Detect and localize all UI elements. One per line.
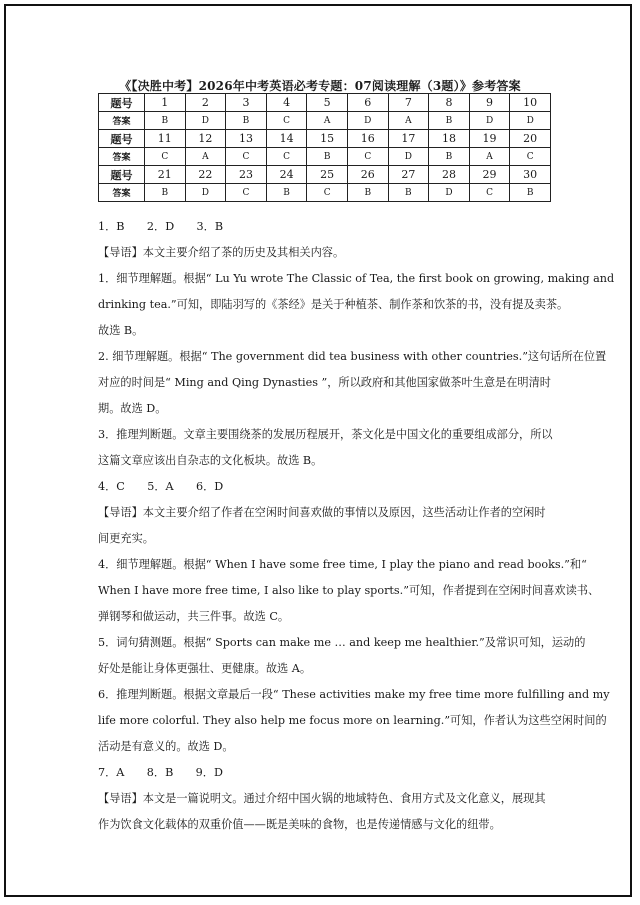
answer-cell: C [226, 148, 267, 166]
question-number-cell: 19 [469, 130, 510, 148]
text-line: 3．推理判断题。文章主要围绕茶的发展历程展开，茶文化是中国文化的重要组成部分，所以 [98, 428, 553, 441]
answer-cell: C [145, 148, 186, 166]
answer-cell: D [429, 184, 470, 202]
question-number-cell: 26 [347, 166, 388, 184]
question-number-header: 题号 [99, 94, 145, 112]
question-number-cell: 6 [347, 94, 388, 112]
question-number-cell: 16 [347, 130, 388, 148]
question-number-cell: 13 [226, 130, 267, 148]
question-number-cell: 24 [266, 166, 307, 184]
text-line: drinking tea.”可知，即陆羽写的《茶经》是关于种植茶、制作茶和饮茶的书，没有提及卖茶。 [98, 298, 569, 311]
answer-cell: D [469, 112, 510, 130]
question-number-cell: 25 [307, 166, 348, 184]
answer-header: 答案 [99, 148, 145, 166]
answer-cell: D [388, 148, 429, 166]
text-line: 4．细节理解题。根据“ When I have some free time, I play the piano and read books.”和“ [98, 558, 587, 571]
answer-row [99, 112, 551, 130]
text-line: 故选 B。 [98, 324, 144, 337]
answer-cell: B [307, 148, 348, 166]
text-line: 1．细节理解题。根据“ Lu Yu wrote The Classic of Tea, the first book on growing, making and [98, 272, 615, 285]
answer-cell: D [347, 112, 388, 130]
answer-cell: B [347, 184, 388, 202]
text-line: When I have more free time, I also like to play sports.”可知，作者提到在空闲时间喜欢读书、 [98, 584, 600, 597]
answer-cell: B [429, 148, 470, 166]
question-number-cell: 14 [266, 130, 307, 148]
text-line: 间更充实。 [98, 532, 154, 545]
answer-cell: D [185, 184, 226, 202]
answer-cell: B [145, 184, 186, 202]
question-number-cell: 15 [307, 130, 348, 148]
answer-cell: D [510, 112, 551, 130]
document-title: 《【决胜中考】2026年中考英语必考专题：07阅读理解（3题）》参考答案 [119, 79, 521, 93]
text-line: 好处是能让身体更强壮、更健康。故选 A。 [98, 662, 312, 675]
question-number-cell: 27 [388, 166, 429, 184]
question-number-cell: 1 [145, 94, 186, 112]
answer-header: 答案 [99, 184, 145, 202]
question-number-row [99, 94, 551, 112]
answer-cell: D [185, 112, 226, 130]
question-number-cell: 10 [510, 94, 551, 112]
answer-cell: A [388, 112, 429, 130]
text-line: life more colorful. They also help me focus more on learning.”可知，作者认为这些空闲时间的 [98, 714, 607, 727]
answer-cell: C [226, 184, 267, 202]
text-line: 活动是有意义的。故选 D。 [98, 740, 234, 753]
answer-cell: C [266, 148, 307, 166]
text-line: 对应的时间是“ Ming and Qing Dynasties ”，所以政府和其他国家做茶叶生意是在明清时 [98, 376, 551, 389]
question-number-cell: 20 [510, 130, 551, 148]
question-number-cell: 9 [469, 94, 510, 112]
answer-cell: C [469, 184, 510, 202]
question-number-cell: 28 [429, 166, 470, 184]
text-line: 1．B 2．D 3．B [98, 220, 224, 233]
question-number-cell: 29 [469, 166, 510, 184]
answer-cell: B [510, 184, 551, 202]
question-number-cell: 30 [510, 166, 551, 184]
answer-row [99, 184, 551, 202]
question-number-cell: 21 [145, 166, 186, 184]
question-number-cell: 22 [185, 166, 226, 184]
answer-cell: C [510, 148, 551, 166]
question-number-header: 题号 [99, 130, 145, 148]
answer-cell: A [307, 112, 348, 130]
text-line: 弹钢琴和做运动，共三件事。故选 C。 [98, 610, 290, 623]
answer-cell: C [307, 184, 348, 202]
question-number-row [99, 130, 551, 148]
text-line: 6．推理判断题。根据文章最后一段“ These activities make my free time more fulfilling and my [98, 688, 610, 701]
text-line: 7．A 8．B 9．D [98, 766, 223, 779]
question-number-cell: 7 [388, 94, 429, 112]
text-line: 这篇文章应该出自杂志的文化板块。故选 B。 [98, 454, 323, 467]
text-line: 2. 细节理解题。根据“ The government did tea business with other countries.”这句话所在位置 [98, 350, 607, 363]
question-number-row [99, 166, 551, 184]
answer-cell: B [388, 184, 429, 202]
text-line: 5．词句猜测题。根据“ Sports can make me … and keep me healthier.”及常识可知，运动的 [98, 636, 586, 649]
question-number-cell: 8 [429, 94, 470, 112]
text-line: 【导语】本文是一篇说明文。通过介绍中国火锅的地域特色、食用方式及文化意义，展现其 [98, 792, 546, 805]
answer-row [99, 148, 551, 166]
question-number-header: 题号 [99, 166, 145, 184]
question-number-cell: 4 [266, 94, 307, 112]
question-number-cell: 18 [429, 130, 470, 148]
answer-cell: B [429, 112, 470, 130]
question-number-cell: 3 [226, 94, 267, 112]
answer-header: 答案 [99, 112, 145, 130]
text-line: 作为饮食文化载体的双重价值——既是美味的食物，也是传递情感与文化的纽带。 [98, 818, 501, 831]
text-line: 【导语】本文主要介绍了作者在空闲时间喜欢做的事情以及原因，这些活动让作者的空闲时 [98, 506, 546, 519]
question-number-cell: 2 [185, 94, 226, 112]
answer-cell: B [226, 112, 267, 130]
text-line: 4．C 5．A 6．D [98, 480, 224, 493]
text-line: 期。故选 D。 [98, 402, 167, 415]
answer-table [98, 93, 551, 202]
question-number-cell: 23 [226, 166, 267, 184]
answer-cell: C [347, 148, 388, 166]
answer-cell: B [145, 112, 186, 130]
question-number-cell: 12 [185, 130, 226, 148]
question-number-cell: 5 [307, 94, 348, 112]
answer-explanations [98, 214, 615, 838]
question-number-cell: 11 [145, 130, 186, 148]
text-line: 【导语】本文主要介绍了茶的历史及其相关内容。 [98, 246, 345, 259]
answer-cell: C [266, 112, 307, 130]
question-number-cell: 17 [388, 130, 429, 148]
answer-cell: B [266, 184, 307, 202]
answer-cell: A [469, 148, 510, 166]
answer-cell: A [185, 148, 226, 166]
